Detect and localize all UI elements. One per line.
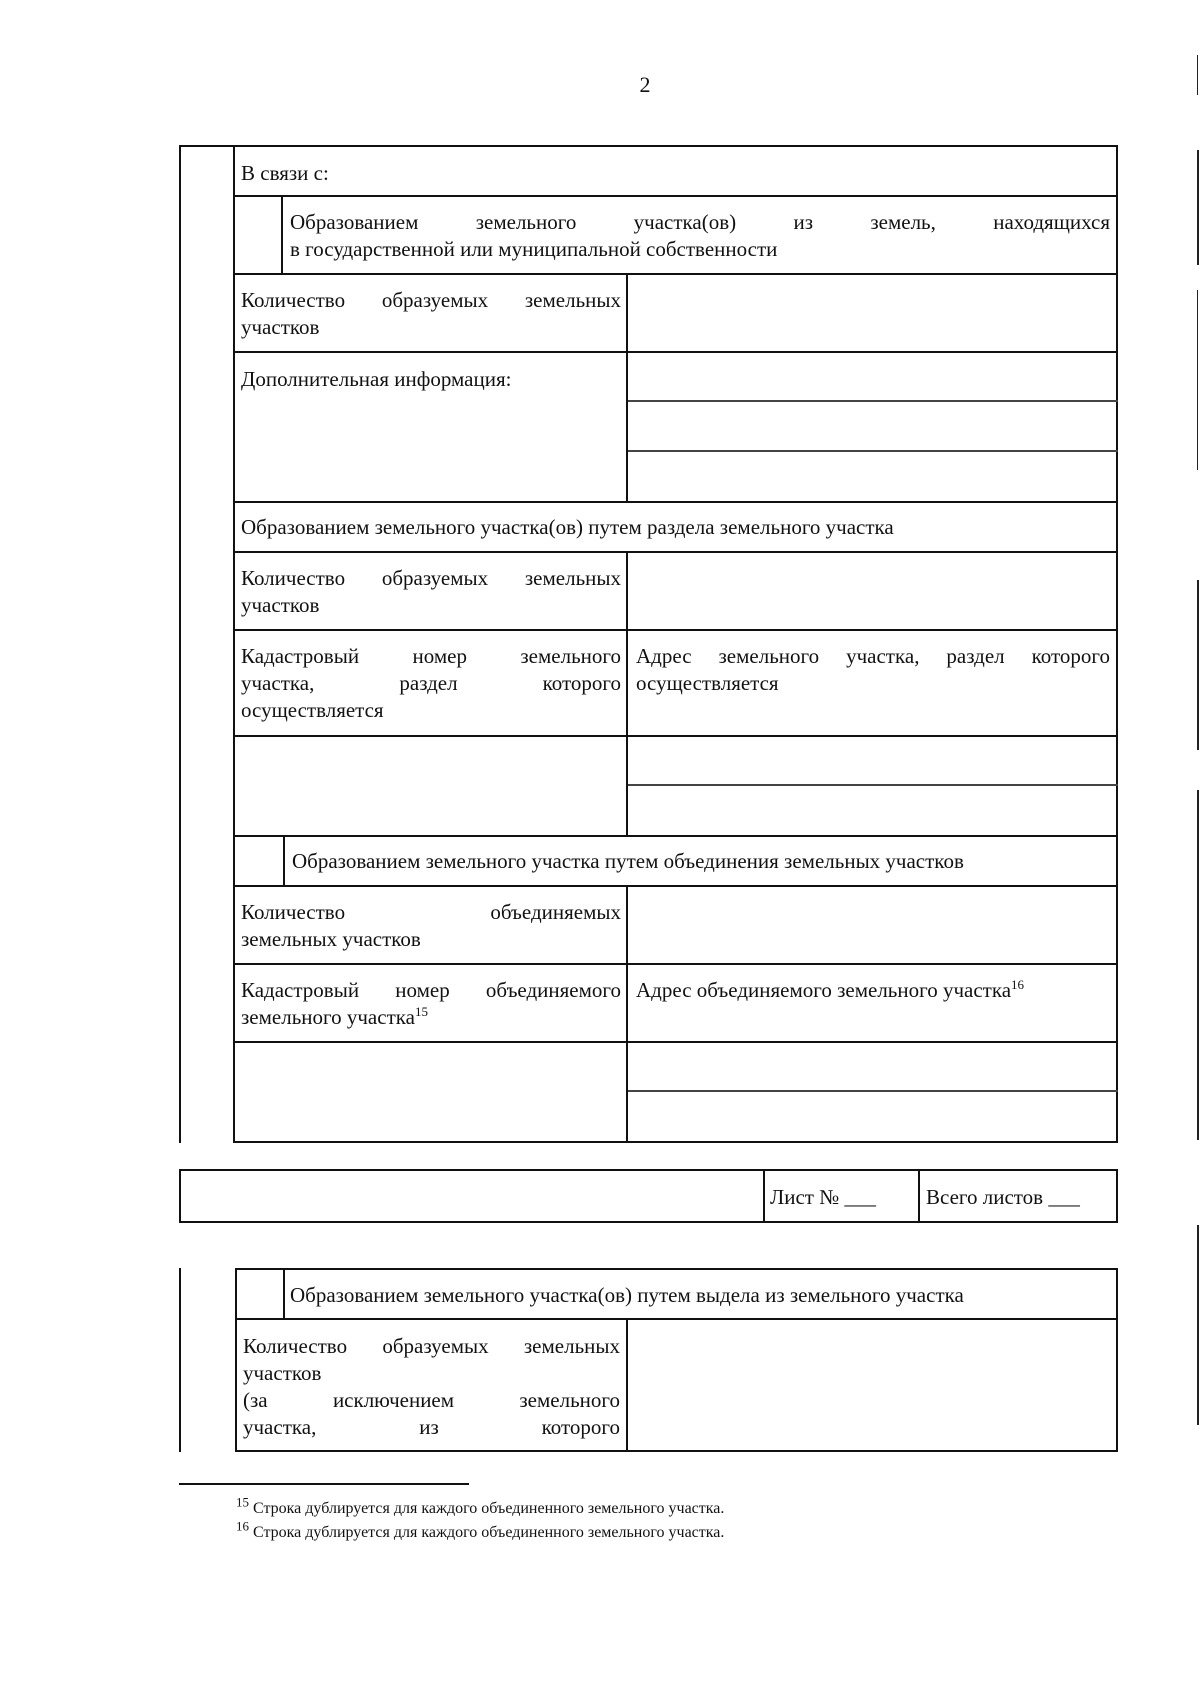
additional-info-input-3[interactable] <box>630 452 1116 500</box>
option-1-line-2: в государственной или муниципальной собственности <box>290 237 778 261</box>
row-divider <box>233 835 1118 837</box>
option-1-line-1: Образованием земельного участка(ов) из земель, находящихся <box>290 210 1110 234</box>
additional-info-input-2[interactable] <box>630 402 1116 450</box>
scan-mark <box>1197 790 1199 1140</box>
table-border <box>179 145 1118 147</box>
row-divider <box>233 963 1118 965</box>
opt3-addr-input-1[interactable] <box>630 1043 1116 1089</box>
opt2-addr-l1: Адрес земельного участка, раздел которого <box>636 644 1110 668</box>
table-border <box>179 1169 181 1223</box>
footnote-text: Строка дублируется для каждого объединенного земельного участка. <box>253 1524 725 1541</box>
table-border <box>1116 1268 1118 1452</box>
opt2-addr-input-2[interactable] <box>630 786 1116 834</box>
table-border <box>179 1221 1118 1223</box>
table-border <box>918 1169 920 1223</box>
scan-mark <box>1197 290 1198 470</box>
scan-mark <box>1197 1225 1199 1425</box>
footnote-16 <box>236 1518 725 1545</box>
option-2-title: Образованием земельного участка(ов) путем раздела земельного участка <box>241 515 894 539</box>
opt2-cad-l1: Кадастровый номер земельного <box>241 644 621 668</box>
row-divider <box>233 501 1118 503</box>
footnote-text: Строка дублируется для каждого объединенного земельного участка. <box>253 1500 725 1517</box>
opt3-count-input[interactable] <box>630 887 1116 963</box>
additional-info-label: Дополнительная информация: <box>241 367 512 391</box>
table-border <box>179 1169 1118 1171</box>
option-3-title: Образованием земельного участка путем объединения земельных участков <box>292 849 964 873</box>
footnote-number: 15 <box>236 1494 249 1510</box>
footnote-number: 16 <box>236 1518 249 1534</box>
checkbox-option-3[interactable] <box>233 835 285 886</box>
table-border <box>179 1268 181 1452</box>
option-4-title: Образованием земельного участка(ов) путем выдела из земельного участка <box>290 1283 964 1307</box>
opt4-count-input[interactable] <box>630 1320 1116 1450</box>
table-border <box>233 1141 1118 1143</box>
row-divider <box>233 195 1118 197</box>
opt4-l1: Количество образуемых земельных <box>243 1334 620 1358</box>
opt4-l2: участков <box>243 1361 322 1385</box>
table-border <box>233 145 235 1143</box>
total-sheets[interactable]: Всего листов ___ <box>926 1185 1080 1209</box>
additional-info-input-1[interactable] <box>630 353 1116 399</box>
table-border <box>1116 1169 1118 1223</box>
opt2-cad-l2: участка, раздел которого <box>241 671 621 695</box>
column-divider <box>626 885 628 1143</box>
scan-mark <box>1197 580 1199 750</box>
opt3-addr-wrap <box>636 977 1024 1004</box>
row-divider <box>233 629 1118 631</box>
opt4-l3: (за исключением земельного <box>243 1388 620 1412</box>
checkbox-option-1[interactable] <box>233 195 283 273</box>
opt2-addr-input-1[interactable] <box>630 737 1116 783</box>
opt2-count-label-l1: Количество образуемых земельных <box>241 566 621 590</box>
opt2-addr-l2: осуществляется <box>636 671 779 695</box>
opt3-cad-l1: Кадастровый номер объединяемого <box>241 978 621 1002</box>
table-border <box>1116 145 1118 1143</box>
opt1-count-input[interactable] <box>630 275 1116 351</box>
scan-mark <box>1197 55 1198 95</box>
column-divider <box>626 273 628 503</box>
opt2-count-input[interactable] <box>630 553 1116 629</box>
opt2-count-label-l2: участков <box>241 593 320 617</box>
opt1-count-label-l1: Количество образуемых земельных <box>241 288 621 312</box>
table-border <box>235 1268 1118 1270</box>
footnote-ref-16: 16 <box>1011 977 1025 992</box>
table-border <box>235 1450 1118 1452</box>
opt3-count-l2: земельных участков <box>241 927 421 951</box>
opt1-count-label-l2: участков <box>241 315 320 339</box>
table-border <box>763 1169 765 1223</box>
column-divider <box>626 1318 628 1452</box>
opt3-addr-input-2[interactable] <box>630 1092 1116 1140</box>
footnote-15 <box>236 1494 725 1521</box>
opt3-addr: Адрес объединяемого земельного участка <box>636 978 1012 1002</box>
table-border <box>179 145 181 1143</box>
footnote-ref-15: 15 <box>414 1004 428 1019</box>
opt3-count-l1: Количество объединяемых <box>241 900 621 924</box>
opt4-l4: участка, из которого <box>243 1415 620 1439</box>
footnote-separator <box>179 1483 469 1485</box>
opt2-cad-input[interactable] <box>235 737 626 835</box>
opt2-cad-l3: осуществляется <box>241 698 384 722</box>
column-divider <box>626 551 628 837</box>
scan-mark <box>1197 150 1199 265</box>
opt3-cad-l2-wrap <box>241 1004 428 1031</box>
in-connection-label: В связи с: <box>241 161 329 185</box>
opt3-cad-input[interactable] <box>235 1043 626 1141</box>
page-number: 2 <box>639 72 651 97</box>
checkbox-option-4[interactable] <box>235 1268 285 1320</box>
sheet-number[interactable]: Лист № ___ <box>770 1185 877 1209</box>
opt3-cad-l2: земельного участка <box>241 1005 415 1029</box>
